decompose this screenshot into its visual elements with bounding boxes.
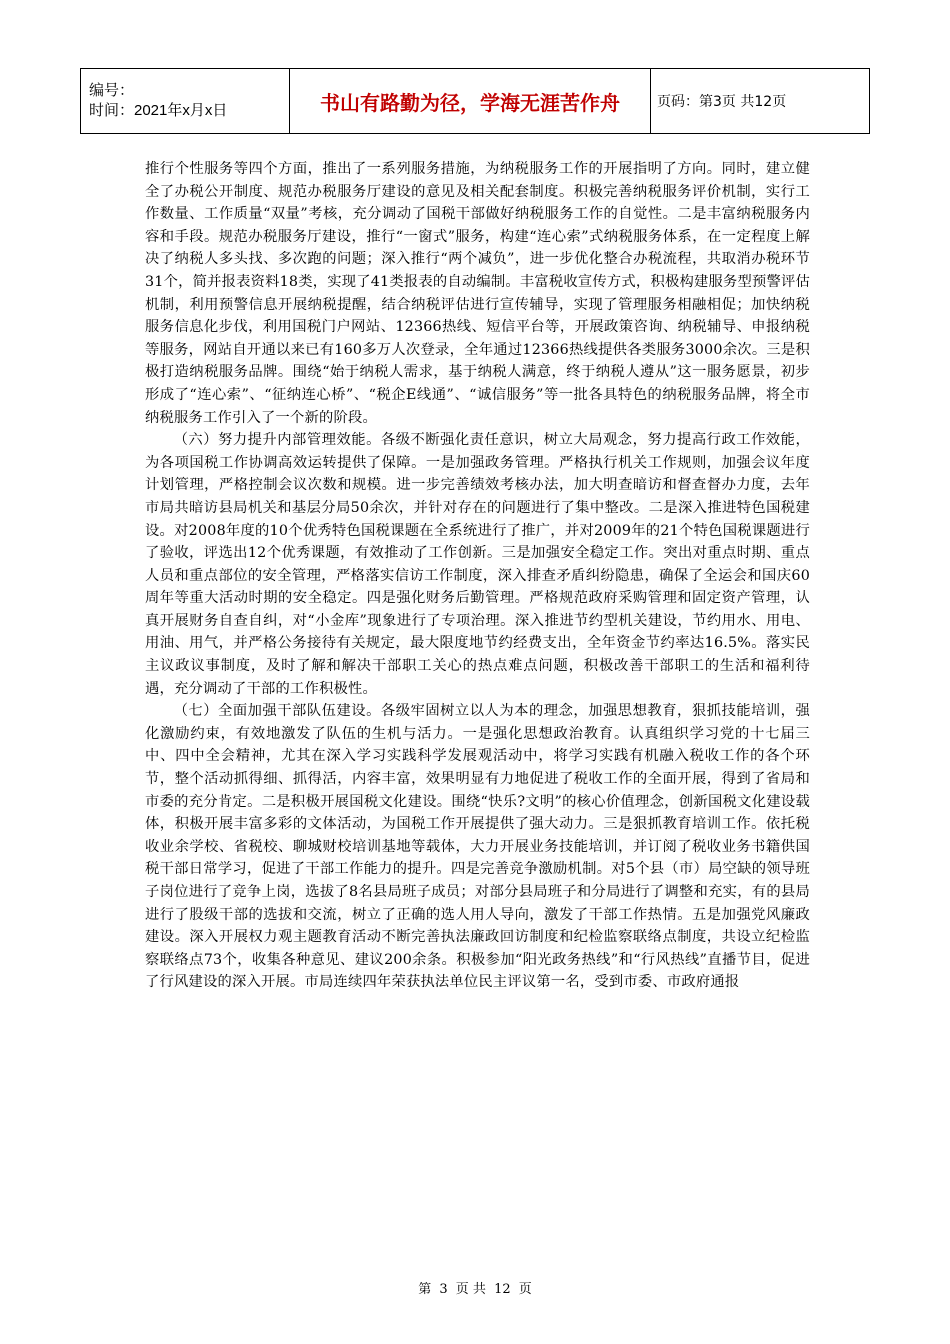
page-suffix: 页 [772, 94, 787, 110]
serial-label: 编号： [89, 82, 135, 99]
footer-suffix: 页 [518, 1282, 532, 1297]
page-footer [0, 1278, 950, 1297]
page-total: 12 [754, 94, 773, 110]
footer-total: 12 [494, 1282, 511, 1297]
paragraph-1: 推行个性服务等四个方面，推出了一系列服务措施，为纳税服务工作的开展指明了方向。同时，建立健全了办税公开制度、规范办税服务厅建设的意见及相关配套制度。积极完善纳税服务评价机制，实行工作数量、工作质量“双量”考核，充分调动了国税干部做好纳税服务工作的自觉性。二是丰富纳税服务内容和手段。规范办税服务厅建设，推行“一窗式”服务，构建“连心索”式纳税服务体系，在一定程度上解决了纳税人多头找、多次跑的问题；深入推行“两个减负”，进一步优化整合办税流程，共取消办税环节31个，简并报表资料18类，实现了41类报表的自动编制。丰富税收宣传方式，积极构建服务型预警评估机制，利用预警信息开展纳税提醒，结合纳税评估进行宣传辅导，实现了管理服务相融相促；加快纳税服务信息化步伐，利用国税门户网站、12366热线、短信平台等，开展政策咨询、纳税辅导、申报纳税等服务，网站自开通以来已有160多万人次登录，全年通过12366热线提供各类服务3000余次。三是积极打造纳税服务品牌。围绕“始于纳税人需求，基于纳税人满意，终于纳税人遵从”这一服务愿景，初步形成了“连心索”、“征纳连心桥”、“税企E线通”、“诚信服务”等一批各具特色的纳税服务品牌，将全市纳税服务工作引入了一个新的阶段。 [145, 161, 810, 426]
document-body [145, 158, 810, 994]
page-header [80, 68, 870, 134]
paragraph-3: （七）全面加强干部队伍建设。各级牢固树立以人为本的理念，加强思想教育，狠抓技能培训，强化激励约束，有效地激发了队伍的生机与活力。一是强化思想政治教育。认真组织学习党的十七届三中、四中全会精神，尤其在深入学习实践科学发展观活动中，将学习实践有机融入税收工作的各个环节，整个活动抓得细、抓得活，内容丰富，效果明显有力地促进了税收工作的全面开展，得到了省局和市委的充分肯定。二是积极开展国税文化建设。围绕“快乐?文明”的核心价值理念，创新国税文化建设载体，积极开展丰富多彩的文体活动，为国税工作开展提供了强大动力。三是狠抓教育培训工作。依托税收业余学校、省税校、聊城财校培训基地等载体，大力开展业务技能培训，并订阅了税收业务书籍供国税干部日常学习，促进了干部工作能力的提升。四是完善竞争激励机制。对5个县（市）局空缺的领导班子岗位进行了竞争上岗，选拔了8名县局班子成员；对部分县局班子和分局进行了调整和充实，有的县局进行了股级干部的选拔和交流，树立了正确的选人用人导向，激发了干部工作热情。五是加强党风廉政建设。深入开展权力观主题教育活动不断完善执法廉政回访制度和纪检监察联络点制度，共设立纪检监察联络点73个，收集各种意见、建议200余条。积极参加“阳光政务热线”和“行风热线”直播节目，促进了行风建设的深入开展。市局连续四年荣获执法单位民主评议第一名，受到市委、市政府通报 [145, 703, 810, 991]
header-motto: 书山有路勤为径，学海无涯苦作舟 [290, 69, 651, 134]
footer-mid: 页 共 [455, 1282, 486, 1297]
header-meta [81, 69, 290, 134]
page-label: 页码：第 [657, 94, 713, 110]
time-label: 时间：2021年x月x日 [89, 102, 228, 119]
footer-current: 3 [439, 1282, 448, 1297]
footer-prefix: 第 [418, 1282, 432, 1297]
page-mid: 页 共 [721, 94, 755, 110]
page-current: 3 [713, 94, 722, 110]
header-page-info [651, 69, 870, 134]
paragraph-2: （六）努力提升内部管理效能。各级不断强化责任意识，树立大局观念，努力提高行政工作效能，为各项国税工作协调高效运转提供了保障。一是加强政务管理。严格执行机关工作规则，加强会议年度计划管理，严格控制会议次数和规模。进一步完善绩效考核办法，加大明查暗访和督查督办力度，去年市局共暗访县局机关和基层分局50余次，并针对存在的问题进行了集中整改。二是深入推进特色国税建设。对2008年度的10个优秀特色国税课题在全系统进行了推广，并对2009年的21个特色国税课题进行了验收，评选出12个优秀课题，有效推动了工作创新。三是加强安全稳定工作。突出对重点时期、重点人员和重点部位的安全管理，严格落实信访工作制度，深入排查矛盾纠纷隐患，确保了全运会和国庆60周年等重大活动时期的安全稳定。四是强化财务后勤管理。严格规范政府采购管理和固定资产管理，认真开展财务自查自纠，对“小金库”现象进行了专项治理。深入推进节约型机关建设，节约用水、用电、用油、用气，并严格公务接待有关规定，最大限度地节约经费支出，全年资金节约率达16.5%。落实民主议政议事制度，及时了解和解决干部职工关心的热点难点问题，积极改善干部职工的生活和福利待遇，充分调动了干部的工作积极性。 [145, 432, 810, 697]
